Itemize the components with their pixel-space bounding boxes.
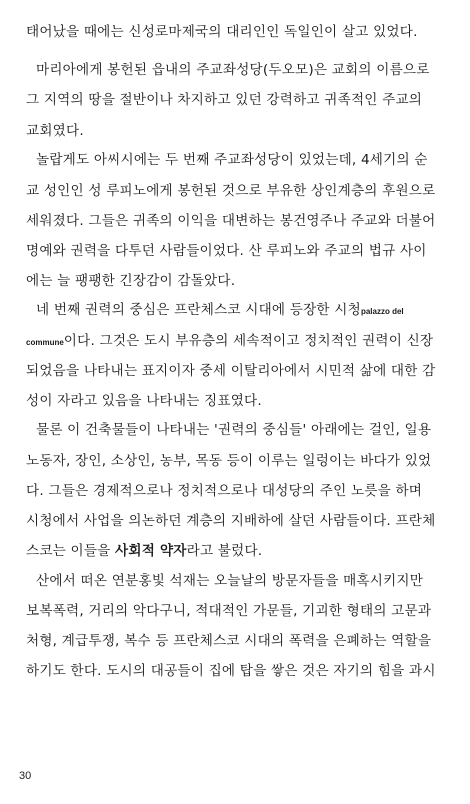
text-line: 태어났을 때에는 신성로마제국의 대리인인 독일인이 살고 있었다. (26, 24, 418, 40)
text-line (26, 541, 262, 561)
text-segment: 네 번째 권력의 중심은 프란체스코 시대에 등장한 시청 (36, 302, 361, 318)
text-segment: 이다. 그것은 도시 부유층의 세속적이고 정치적인 권력이 신장 (63, 333, 434, 349)
text-line (26, 331, 433, 353)
page-number: 30 (19, 770, 32, 782)
text-line: 하기도 한다. 도시의 대공들이 집에 탑을 쌓은 것은 자기의 힘을 과시 (26, 663, 436, 679)
text-line: 산에서 떠온 연분홍빛 석재는 오늘날의 방문자들을 매혹시키지만 (36, 573, 424, 589)
text-line: 교 성인인 성 루피노에게 봉헌된 것으로 부유한 상인계층의 후원으로 (26, 183, 436, 199)
text-line: 시청에서 사업을 의논하던 계층의 지배하에 살던 사람들이다. 프란체 (26, 513, 436, 529)
text-line: 노동자, 장인, 소상인, 농부, 목동 등이 이루는 일렁이는 바다가 있었 (26, 453, 432, 469)
text-line: 처형, 계급투쟁, 복수 등 프란체스코 시대의 폭력을 은폐하는 역할을 (26, 633, 432, 649)
latin-term: commune (26, 338, 64, 347)
text-line: 보복폭력, 거리의 악다구니, 적대적인 가문들, 기괴한 형태의 고문과 (26, 603, 432, 619)
text-segment: 스코는 이들을 (26, 543, 116, 559)
text-line: 에는 늘 팽팽한 긴장감이 감돌았다. (26, 273, 236, 289)
text-line: 다. 그들은 경제적으로나 정치적으로나 대성당의 주인 노릇을 하며 (26, 483, 423, 499)
text-line: 성이 자라고 있음을 나타내는 징표였다. (26, 393, 262, 409)
text-line (36, 300, 404, 322)
latin-term: palazzo del (360, 307, 404, 316)
text-line: 놀랍게도 아씨시에는 두 번째 주교좌성당이 있었는데, 4세기의 순 (36, 152, 428, 168)
emphasized-term: 사회적 약자 (115, 543, 187, 559)
text-line: 되었음을 나타내는 표지이자 중세 이탈리아에서 시민적 삶에 대한 감 (26, 363, 436, 379)
text-line: 그 지역의 땅을 절반이나 차지하고 있던 강력하고 귀족적인 주교의 (26, 92, 423, 108)
text-line: 명예와 권력을 다투던 사람들이었다. 산 루피노와 주교의 법규 사이 (26, 243, 427, 259)
text-segment: 라고 불렀다. (186, 543, 263, 559)
text-line: 교회였다. (26, 123, 84, 139)
text-line: 세워졌다. 그들은 귀족의 이익을 대변하는 봉건영주나 주교와 더불어 (26, 213, 436, 229)
text-line: 물론 이 건축물들이 나타내는 '권력의 중심들' 아래에는 걸인, 일용 (36, 422, 432, 438)
text-line: 마리아에게 봉헌된 읍내의 주교좌성당(두오모)은 교회의 이름으로 (36, 62, 430, 78)
